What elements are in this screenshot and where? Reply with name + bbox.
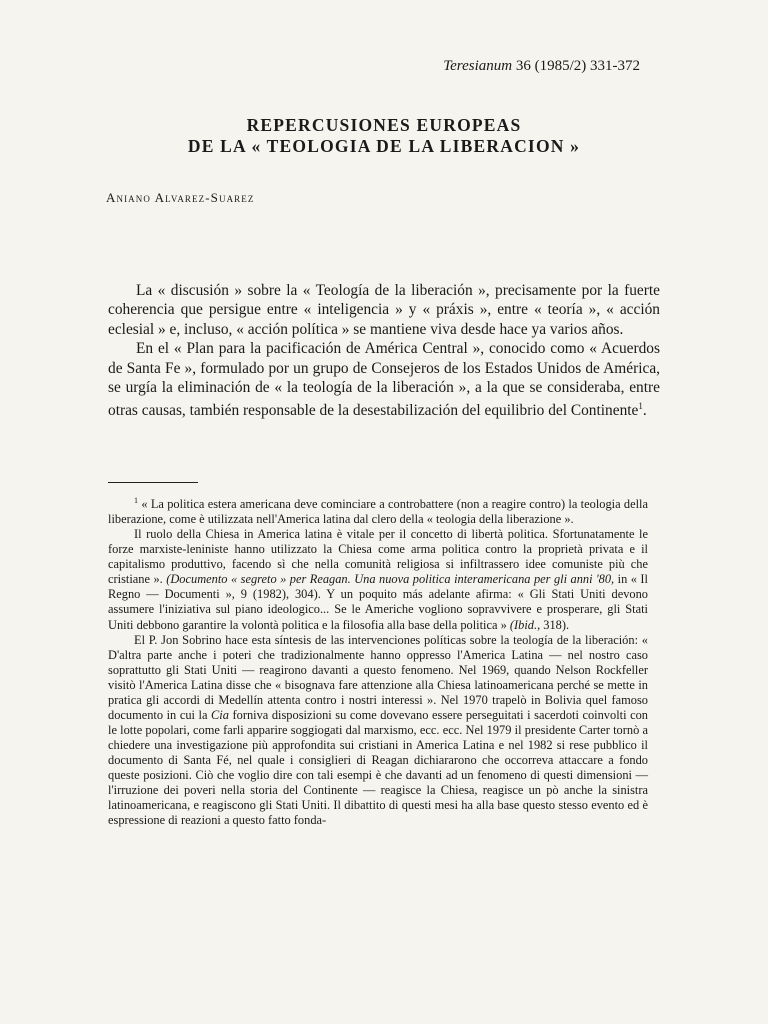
journal-name: Teresianum: [443, 58, 513, 74]
footnote-text: forniva disposizioni su come dovevano essere perseguitati i sacerdoti coinvolti con le lotte popolari, come farli apparire soggiogati dal marxismo, ecc. ecc. Nel 1979 il presidente Carter tornò a chiedere una investigazione più approfondita sui cristiani in America Latina e nel 1982 si rese pubblico il documento di Santa Fé, nel quale i consiglieri di Reagan dichiararono che occorreva attaccare a fondo queste posizioni. Ciò che voglio dire con tali esempi è che davanti ad un fenomeno di questi dimensioni — l'irruzione dei poveri nella storia del Continente — reagisce la Chiesa, reagisce un pò anche la sinistra latinoamericana, e reagiscono gli Stati Uniti. Il dibattito di questi mesi ha alla base questo stesso evento ed è espressione di reazioni a questo fatto fonda-: [108, 707, 648, 828]
footnote-number: 1: [134, 496, 138, 505]
footnote-text: « La politica estera americana deve cominciare a controbattere (non a reagire contro) la teologia della liberazione, come è utilizzata nell'America latina dal clero della « teologia della liberazione ».: [108, 497, 648, 527]
title-line-2: DE LA « TEOLOGIA DE LA LIBERACION »: [187, 136, 581, 156]
footnote-text: in « Il Regno — Documenti », 9 (1982), 304). Y un poquito más adelante afirma: « Gli Stati Uniti devono assumere l'iniziativa sul piano ideologico... Se le Americhe vogliono sopravvivere e prosperare, gli Stati Uniti debbono garantire la volontà politica e la filosofia alla base della politica »: [108, 572, 648, 632]
body-text: [108, 281, 660, 421]
article-title: [0, 115, 768, 157]
body-paragraph: [108, 339, 660, 421]
footnote-paragraph: [108, 493, 648, 527]
footnote-cia: Cia: [211, 707, 229, 722]
footnote-paragraph: [108, 633, 648, 829]
footnote-page: 318).: [543, 617, 570, 632]
footnotes: [108, 493, 648, 828]
footnote-divider: [108, 482, 198, 483]
footnote-marker[interactable]: 1: [638, 401, 643, 412]
body-paragraph-end: .: [642, 402, 647, 420]
footnote-text: El P. Jon Sobrino hace esta síntesis de las intervenciones políticas sobre la teología de la liberación: « D'altra parte anche i poteri che tradizionalmente hanno oppresso l'America Latina — nel nostro caso soprattutto gli Stati Uniti — reagirono davanti a questo fenomeno. Nel 1969, quando Nelson Rockfeller visitò l'America Latina disse che « bisognava fare attenzione alla Chiesa latinoamericana perché se mette in pratica gli accordi di Medellín attenta contro i nostri interessi ». Nel 1970 trapelò in Bolivia quel famoso documento in cui la: [108, 632, 648, 722]
body-paragraph-text: En el « Plan para la pacificación de América Central », conocido como « Acuerdos de Santa Fe », formulado por un grupo de Consejeros de los Estados Unidos de América, se urgía la eliminación de « la teología de la liberación », a la que se consideraba, entre otras causas, también responsable de la desestabilización del equilibrio del Continente: [108, 340, 660, 420]
body-paragraph: La « discusión » sobre la « Teología de la liberación », precisamente por la fuerte coherencia que persigue entre « inteligencia » y « práxis », entre « teoría », « acción eclesial » e, incluso, « acción política » se mantiene viva desde hace ya varios años.: [108, 282, 660, 338]
footnote-paragraph: [108, 527, 648, 632]
title-line-1: REPERCUSIONES EUROPEAS: [246, 115, 522, 135]
footnote-text: Il ruolo della Chiesa in America latina è vitale per il concetto di libertà politica. Sfortunatamente le forze marxiste-leniniste hanno utilizzato la Chiesa come arma politica contro la proprietà privata e il capitalismo produttivo, facendo sì che nella comunità religiosa si infiltrassero idee comuniste più che cristiane ».: [108, 527, 648, 587]
footnote-citation: (Documento « segreto » per Reagan. Una nuova politica interamericana per gli anni '80,: [166, 572, 615, 587]
footnote-ibid: (Ibid.,: [509, 617, 541, 632]
journal-citation: [443, 58, 640, 75]
journal-volume: 36 (1985/2) 331-372: [515, 58, 640, 74]
author-name: Aniano Alvarez-Suarez: [106, 190, 255, 205]
